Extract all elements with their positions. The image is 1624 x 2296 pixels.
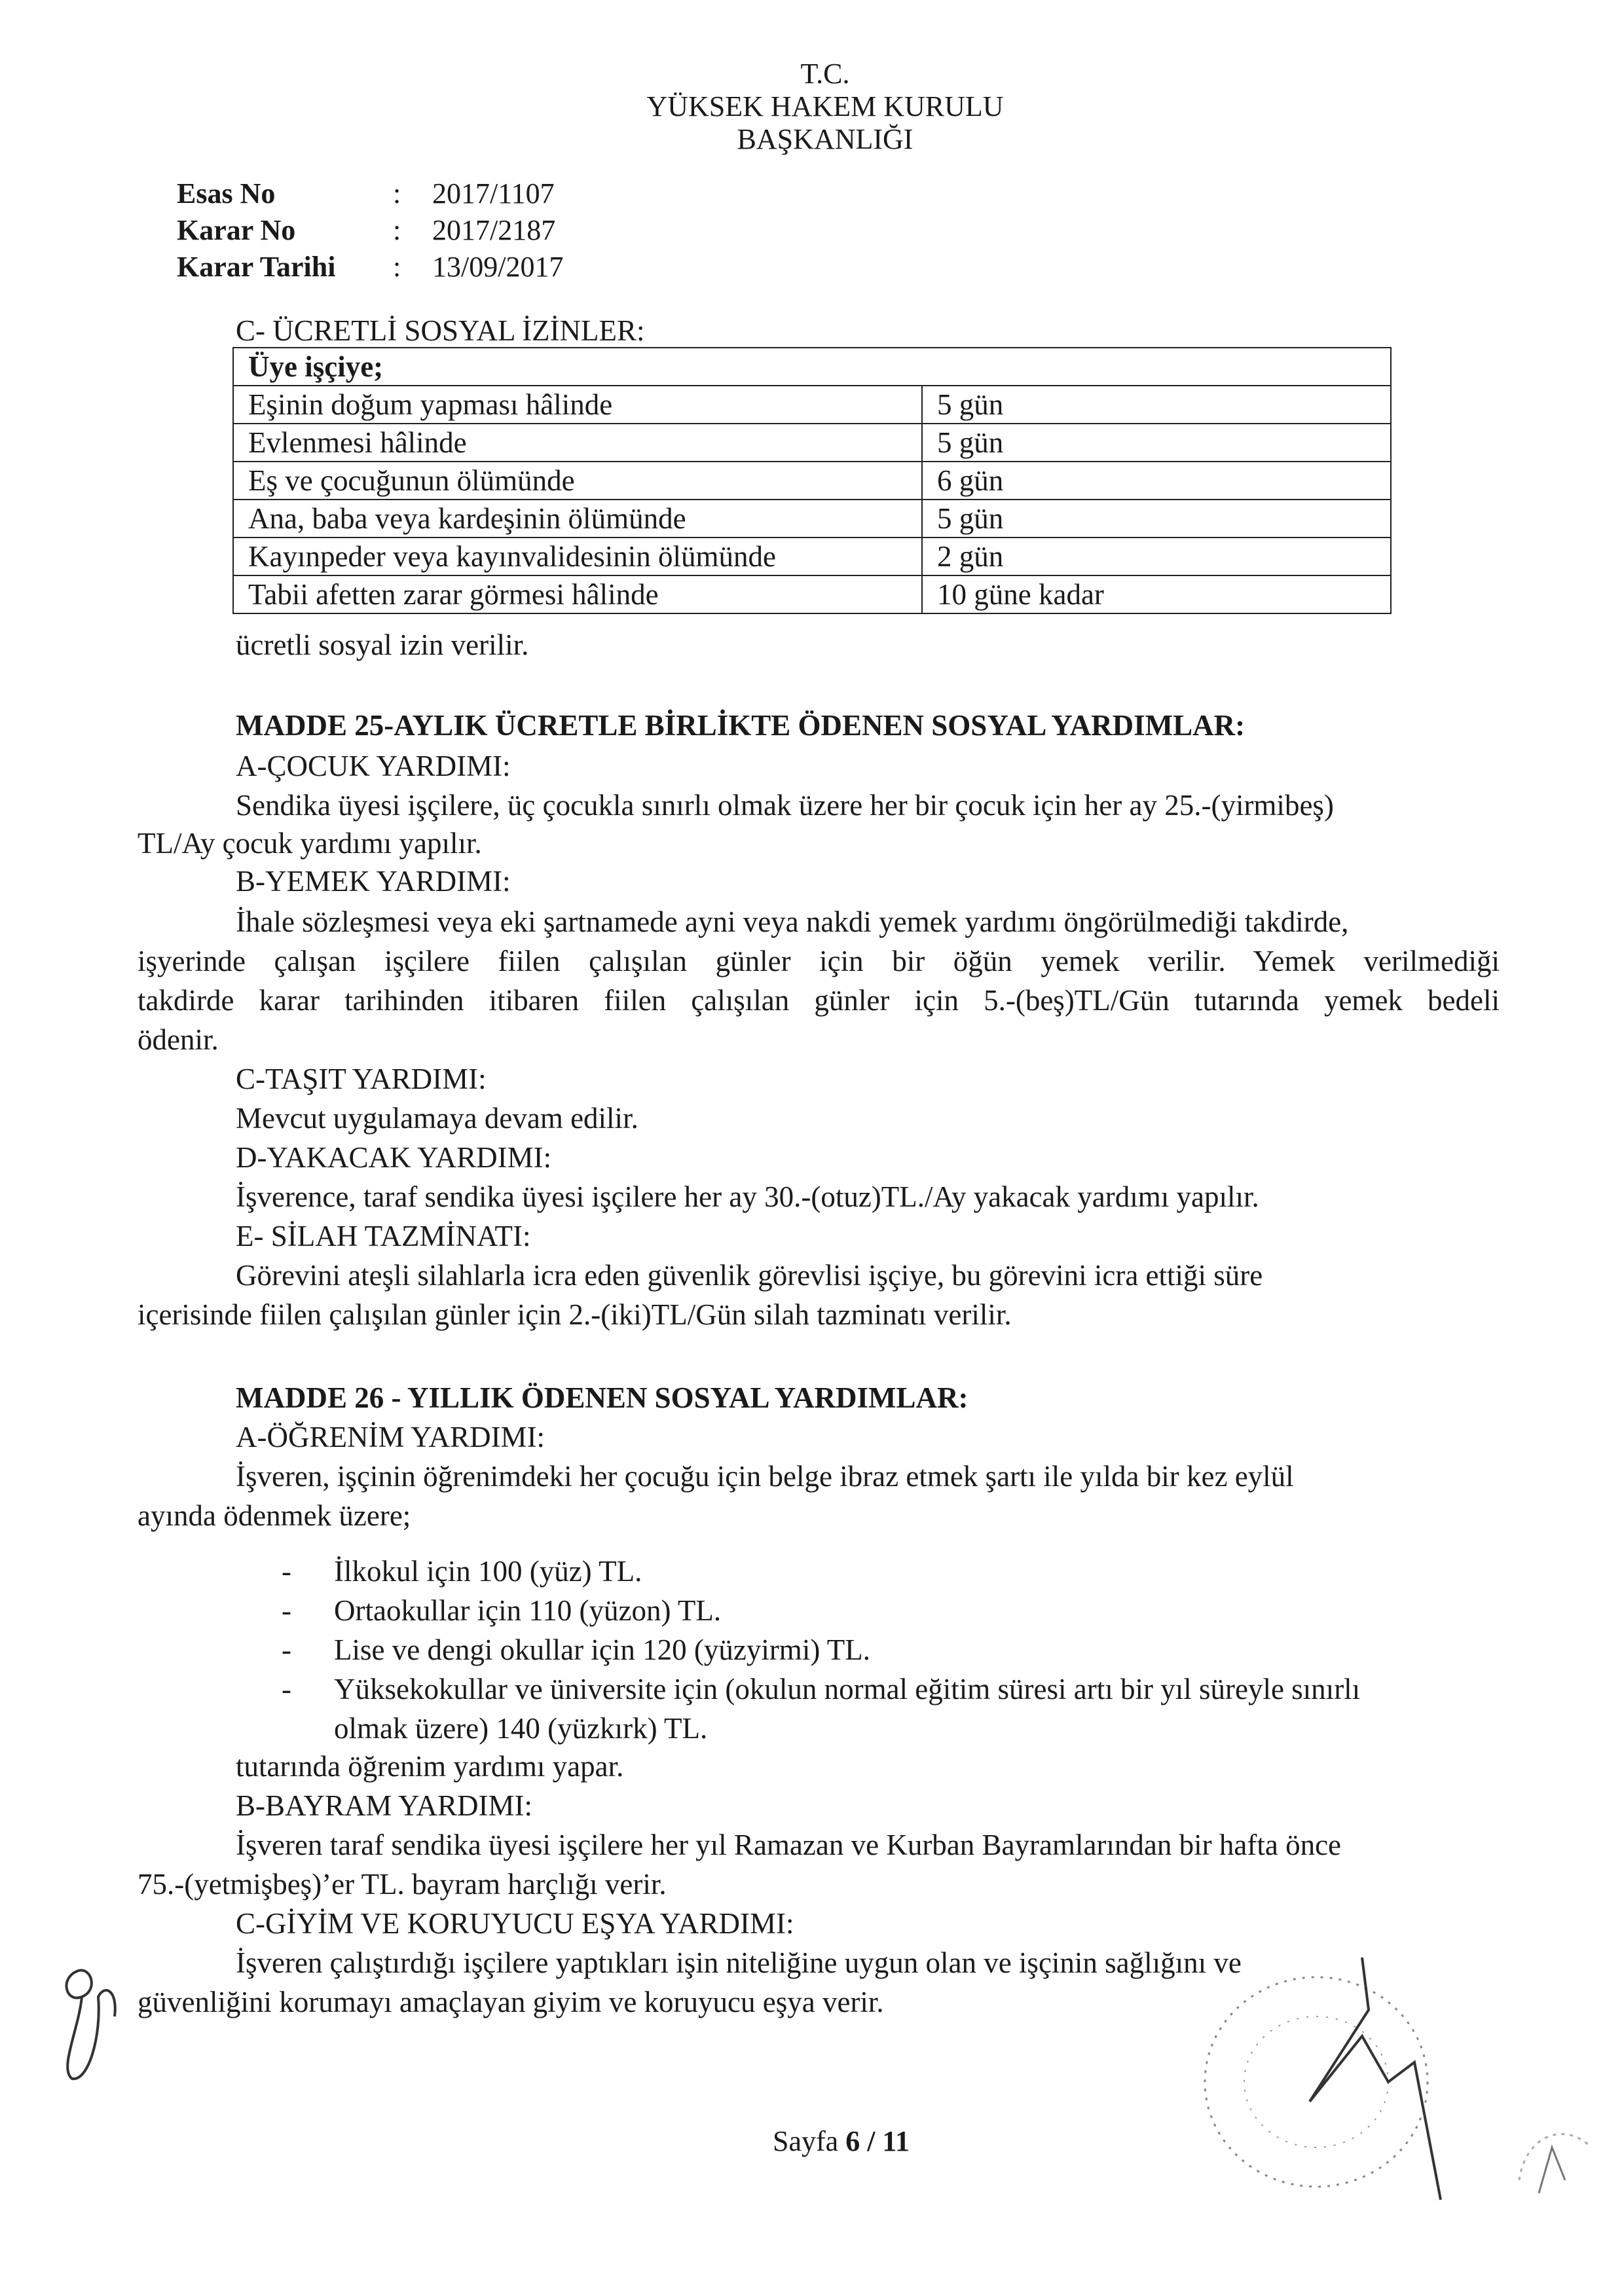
paragraph-line: ayında ödenmek üzere; bbox=[138, 1499, 411, 1532]
madde-25-c-title: C-TAŞIT YARDIMI: bbox=[236, 1063, 487, 1095]
case-info-value: 2017/2187 bbox=[432, 214, 556, 246]
case-info bbox=[177, 175, 563, 285]
paragraph-line: TL/Ay çocuk yardımı yapılır. bbox=[138, 827, 482, 860]
list-item bbox=[282, 1669, 1360, 1709]
page-number-current: 6 bbox=[845, 2125, 860, 2157]
leave-label: Ana, baba veya kardeşinin ölümünde bbox=[233, 500, 922, 538]
leave-table-header-row bbox=[233, 348, 1391, 386]
paragraph-line: İhale sözleşmesi veya eki şartnamede ayni veya nakdi yemek yardımı öngörülmediği takdirde, bbox=[236, 905, 1349, 938]
madde-26-b-title: B-BAYRAM YARDIMI: bbox=[236, 1789, 532, 1822]
table-row bbox=[233, 462, 1391, 500]
paragraph-line: tutarında öğrenim yardımı yapar. bbox=[236, 1750, 624, 1783]
paragraph-line: 75.-(yetmişbeş)’er TL. bayram harçlığı verir. bbox=[138, 1868, 667, 1901]
list-item bbox=[282, 1552, 1360, 1591]
section-c-closing: ücretli sosyal izin verilir. bbox=[236, 629, 529, 661]
leave-duration: 5 gün bbox=[922, 424, 1391, 462]
education-aid-list bbox=[282, 1552, 1360, 1748]
page-number-sep: / bbox=[860, 2125, 883, 2157]
list-text: İlkokul için 100 (yüz) TL. bbox=[334, 1555, 642, 1588]
list-dash: - bbox=[282, 1555, 291, 1588]
page-number-total: 11 bbox=[882, 2125, 910, 2157]
leave-duration: 6 gün bbox=[922, 462, 1391, 500]
table-row bbox=[233, 538, 1391, 575]
page-number bbox=[773, 2124, 910, 2158]
leave-table bbox=[232, 347, 1392, 614]
leave-label: Kayınpeder veya kayınvalidesinin ölümünde bbox=[233, 538, 922, 575]
list-item-continuation bbox=[282, 1709, 1360, 1748]
paragraph-line: İşveren, işçinin öğrenimdeki her çocuğu için belge ibraz etmek şartı ile yılda bir kez eylül bbox=[236, 1460, 1294, 1493]
case-info-value: 13/09/2017 bbox=[432, 251, 564, 283]
leave-duration: 5 gün bbox=[922, 500, 1391, 538]
list-dash: - bbox=[282, 1594, 291, 1627]
paragraph-line: Sendika üyesi işçilere, üç çocukla sınırlı olmak üzere her bir çocuk için her ay 25.-(yirmibeş) bbox=[236, 789, 1334, 822]
list-dash: - bbox=[282, 1633, 291, 1666]
leave-label: Evlenmesi hâlinde bbox=[233, 424, 922, 462]
case-info-sep: : bbox=[393, 214, 401, 246]
paragraph-line: güvenliğini korumayı amaçlayan giyim ve koruyucu eşya verir. bbox=[138, 1986, 884, 2018]
header-line-tc: T.C. bbox=[800, 58, 850, 90]
paragraph-line: içerisinde fiilen çalışılan günler için 2.-(iki)TL/Gün silah tazminatı verilir. bbox=[138, 1298, 1012, 1331]
paragraph-line: Görevini ateşli silahlarla icra eden güvenlik görevlisi işçiye, bu görevini icra ettiği süre bbox=[236, 1259, 1263, 1292]
header-line-baskanlik: BAŞKANLIĞI bbox=[737, 123, 913, 155]
leave-table-header: Üye işçiye; bbox=[233, 348, 1391, 386]
case-info-sep: : bbox=[393, 251, 401, 283]
case-info-row bbox=[177, 249, 563, 285]
madde-26-a-title: A-ÖĞRENİM YARDIMI: bbox=[236, 1421, 545, 1453]
leave-duration: 10 güne kadar bbox=[922, 575, 1391, 613]
list-dash: - bbox=[282, 1673, 291, 1705]
case-info-key: Esas No bbox=[177, 177, 276, 210]
list-text: Ortaokullar için 110 (yüzon) TL. bbox=[334, 1594, 722, 1627]
paragraph-line: Mevcut uygulamaya devam edilir. bbox=[236, 1102, 638, 1135]
madde-26-c-title: C-GİYİM VE KORUYUCU EŞYA YARDIMI: bbox=[236, 1907, 794, 1940]
madde-25-d-title: D-YAKACAK YARDIMI: bbox=[236, 1141, 552, 1174]
list-item bbox=[282, 1630, 1360, 1669]
list-text: Yüksekokullar ve üniversite için (okulun normal eğitim süresi artı bir yıl süreyle sınırlı bbox=[334, 1673, 1361, 1705]
madde-25-title: MADDE 25-AYLIK ÜCRETLE BİRLİKTE ÖDENEN SOSYAL YARDIMLAR: bbox=[236, 709, 1246, 742]
table-row bbox=[233, 424, 1391, 462]
leave-label: Eş ve çocuğunun ölümünde bbox=[233, 462, 922, 500]
case-info-row bbox=[177, 175, 563, 212]
madde-25-b-title: B-YEMEK YARDIMI: bbox=[236, 865, 511, 898]
paragraph-line: İşveren taraf sendika üyesi işçilere her yıl Ramazan ve Kurban Bayramlarından bir hafta önce bbox=[236, 1829, 1342, 1861]
list-text: olmak üzere) 140 (yüzkırk) TL. bbox=[334, 1712, 708, 1745]
list-text: Lise ve dengi okullar için 120 (yüzyirmi) TL. bbox=[334, 1633, 870, 1666]
paragraph-line: ödenir. bbox=[138, 1023, 219, 1056]
leave-duration: 5 gün bbox=[922, 386, 1391, 424]
handwritten-initial-signature bbox=[52, 1958, 144, 2088]
leave-label: Tabii afetten zarar görmesi hâlinde bbox=[233, 575, 922, 613]
paragraph-line: İşverence, taraf sendika üyesi işçilere her ay 30.-(otuz)TL./Ay yakacak yardımı yapılır. bbox=[236, 1180, 1259, 1213]
madde-26-title: MADDE 26 - YILLIK ÖDENEN SOSYAL YARDIMLAR: bbox=[236, 1381, 969, 1414]
header-line-kurul: YÜKSEK HAKEM KURULU bbox=[646, 90, 1004, 122]
paragraph-line: takdirde karar tarihinden itibaren fiilen çalışılan günler için 5.-(beş)TL/Gün tutarında yemek bedeli bbox=[138, 984, 1500, 1017]
case-info-row bbox=[177, 212, 563, 249]
case-info-key: Karar Tarihi bbox=[177, 251, 336, 283]
paragraph-line: işyerinde çalışan işçilere fiilen çalışılan günler için bir öğün yemek verilir. Yemek verilmediği bbox=[138, 945, 1500, 977]
page-number-prefix: Sayfa bbox=[773, 2125, 846, 2157]
list-item bbox=[282, 1591, 1360, 1630]
table-row bbox=[233, 500, 1391, 538]
paragraph-line: İşveren çalıştırdığı işçilere yaptıkları işin niteliğine uygun olan ve işçinin sağlığını ve bbox=[236, 1946, 1242, 1979]
madde-25-e-title: E- SİLAH TAZMİNATI: bbox=[236, 1220, 531, 1252]
table-row bbox=[233, 575, 1391, 613]
institution-header bbox=[576, 58, 1074, 156]
madde-25-a-title: A-ÇOCUK YARDIMI: bbox=[236, 750, 511, 782]
case-info-key: Karar No bbox=[177, 214, 296, 246]
case-info-value: 2017/1107 bbox=[432, 177, 555, 210]
section-c-title: C- ÜCRETLİ SOSYAL İZİNLER: bbox=[236, 314, 645, 347]
leave-label: Eşinin doğum yapması hâlinde bbox=[233, 386, 922, 424]
partial-stamp-mark bbox=[1506, 2108, 1604, 2213]
official-stamp-signature bbox=[1166, 1931, 1480, 2206]
leave-duration: 2 gün bbox=[922, 538, 1391, 575]
table-row bbox=[233, 386, 1391, 424]
case-info-sep: : bbox=[393, 177, 401, 210]
